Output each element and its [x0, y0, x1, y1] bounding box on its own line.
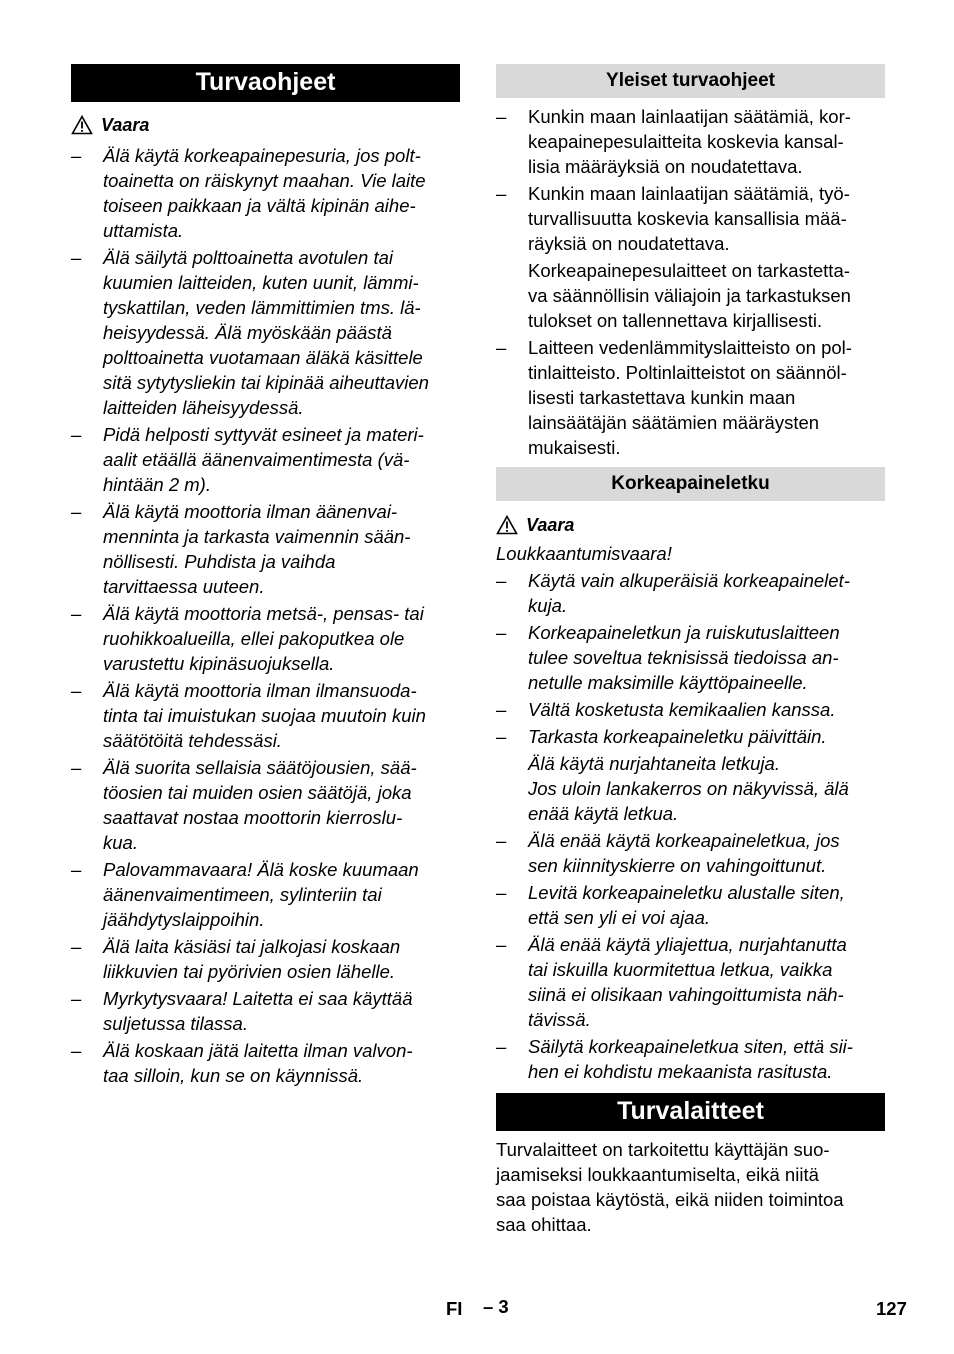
list-item [496, 880, 885, 930]
list-item [496, 181, 885, 333]
list-item [71, 499, 460, 599]
safety-devices-text: Turvalaitteet on tarkoitettu käyttäjän suo- jaamiseksi loukkaantumiselta, eikä niitä saa poistaa käytöstä, eikä niiden toimintoa saa ohittaa. [496, 1139, 844, 1235]
dash-bullet: – [71, 247, 82, 268]
dash-bullet: – [496, 830, 507, 851]
list-item-text: Käytä vain alkuperäisiä korkeapainelet- kuja. [528, 570, 850, 616]
list-item [71, 678, 460, 753]
list-item-text: Tarkasta korkeapaineletku päivittäin. [528, 726, 827, 747]
list-item [71, 857, 460, 932]
dash-bullet: – [496, 882, 507, 903]
dash-bullet: – [496, 934, 507, 955]
footer-section-page: – 3 [483, 1296, 509, 1317]
dash-bullet: – [496, 1036, 507, 1057]
list-item-text: Palovammavaara! Älä koske kuumaan äänenvaimentimeen, sylinteriin tai jäähdytyslaippoihin. [103, 859, 419, 930]
footer-page-number: 127 [876, 1298, 907, 1319]
right-column [496, 64, 885, 1237]
list-item [71, 601, 460, 676]
dash-bullet: – [71, 424, 82, 445]
dash-bullet: – [71, 501, 82, 522]
hose-safety-list [496, 568, 885, 1084]
dash-bullet: – [71, 680, 82, 701]
list-item [71, 422, 460, 497]
list-item-text: Kunkin maan lainlaatijan säätämiä, työ- turvallisuutta koskevia kansallisia mää- räyksiä on noudatettava. [528, 183, 850, 254]
section-heading-turvalaitteet: Turvalaitteet [496, 1093, 885, 1131]
list-item-text: Älä enää käytä korkeapaineletkua, jos sen kiinnityskierre on vahingoittunut. [528, 830, 840, 876]
dash-bullet: – [71, 757, 82, 778]
list-item [71, 934, 460, 984]
list-item [496, 697, 885, 722]
list-item [496, 1034, 885, 1084]
list-item-text: Älä enää käytä yliajettua, nurjahtanutta tai iskuilla kuormitettua letkua, vaikka siinä ei olisikaan vahingoittumista näh- tävissä. [528, 934, 847, 1030]
hose-danger-notice [496, 513, 885, 537]
subheading-high-pressure-hose: Korkeapaineletku [496, 467, 885, 501]
list-item-text: Älä käytä moottoria ilman ilmansuoda- tinta tai imuistukan suojaa muutoin kuin säätötöitä tehdessäsi. [103, 680, 426, 751]
list-item-text: Älä laita käsiäsi tai jalkojasi koskaan liikkuvien tai pyörivien osien lähelle. [103, 936, 401, 982]
list-item [71, 1038, 460, 1088]
list-item [71, 755, 460, 855]
list-item [496, 104, 885, 179]
list-item [71, 245, 460, 420]
list-item [71, 143, 460, 243]
general-safety-list [496, 104, 885, 460]
list-item-text: Älä käytä moottoria metsä-, pensas- tai ruohikkoalueilla, ellei pakoputkea ole varustettu kipinäsuojuksella. [103, 603, 424, 674]
subheading-general-safety: Yleiset turvaohjeet [496, 64, 885, 98]
list-item-text: Vältä kosketusta kemikaalien kanssa. [528, 699, 836, 720]
dash-bullet: – [71, 1040, 82, 1061]
dash-bullet: – [496, 570, 507, 591]
safety-instructions-list [71, 143, 460, 1088]
list-item-text: Korkeapaineletkun ja ruiskutuslaitteen tulee soveltua teknisissä tiedoissa an- netulle maksimille käyttöpaineelle. [528, 622, 840, 693]
list-item [71, 986, 460, 1036]
list-item-text: Älä koskaan jätä laitetta ilman valvon- taa silloin, kun se on käynnissä. [103, 1040, 413, 1086]
list-item [496, 335, 885, 460]
list-item-text: Levitä korkeapaineletku alustalle siten, että sen yli ei voi ajaa. [528, 882, 845, 928]
list-item [496, 828, 885, 878]
list-item [496, 568, 885, 618]
list-item-text: Älä säilytä polttoainetta avotulen tai kuumien laitteiden, kuten uunit, lämmi- tyskattilan, veden lämmittimien tms. lä- heisyydessä. Älä myöskään päästä polttoainetta vuotamaan äläkä käsittele sitä sytytysliekin tai kipinää aiheuttavien laitteiden läheisyydessä. [103, 247, 429, 418]
dash-bullet: – [496, 337, 507, 358]
list-item-note: Korkeapainepesulaitteet on tarkastetta- va säännöllisin väliajoin ja tarkastuksen tulokset on tallennettava kirjallisesti. [528, 260, 851, 331]
list-item-text: Älä suorita sellaisia säätöjousien, sää- töosien tai muiden osien säätöjä, joka saattavat nostaa moottorin kierroslu- kua. [103, 757, 417, 853]
dash-bullet: – [71, 936, 82, 957]
hose-danger-label: Vaara [526, 514, 575, 535]
list-item-text: Älä käytä korkeapainepesuria, jos polt- toainetta on räiskynyt maahan. Vie laite toiseen paikkaan ja vältä kipinän aihe- uttamista. [103, 145, 426, 241]
dash-bullet: – [71, 603, 82, 624]
danger-label: Vaara [101, 114, 150, 135]
dash-bullet: – [71, 988, 82, 1009]
dash-bullet: – [496, 699, 507, 720]
injury-risk-text: Loukkaantumisvaara! [496, 543, 672, 564]
dash-bullet: – [496, 183, 507, 204]
list-item-text: Pidä helposti syttyvät esineet ja materi- aalit etäällä äänenvaimentimesta (vä- hintään 2 m). [103, 424, 424, 495]
danger-notice [71, 113, 460, 137]
dash-bullet: – [496, 106, 507, 127]
list-item [496, 932, 885, 1032]
warning-triangle-icon [71, 115, 93, 135]
list-item-text: Myrkytysvaara! Laitetta ei saa käyttää suljetussa tilassa. [103, 988, 413, 1034]
dash-bullet: – [496, 726, 507, 747]
warning-triangle-icon [496, 515, 518, 535]
left-column [71, 64, 460, 1088]
section-heading-turvaohjeet: Turvaohjeet [71, 64, 460, 102]
list-item [496, 724, 885, 826]
dash-bullet: – [496, 622, 507, 643]
list-item-text: Älä käytä moottoria ilman äänenvai- menninta ja tarkasta vaimennin sään- nöllisesti. Puhdista ja vaihda tarvittaessa uuteen. [103, 501, 411, 597]
list-item-note: Älä käytä nurjahtaneita letkuja. Jos uloin lankakerros on näkyvissä, älä enää käytä letkua. [528, 753, 849, 824]
list-item-text: Säilytä korkeapaineletkua siten, että sii- hen ei kohdistu mekaanista rasitusta. [528, 1036, 853, 1082]
list-item [496, 620, 885, 695]
dash-bullet: – [71, 859, 82, 880]
list-item-text: Laitteen vedenlämmityslaitteisto on pol- tinlaitteisto. Poltinlaitteistot on säännöl- lisesti tarkastettava kunkin maan lainsäätäjän säätämien määräysten mukaisesti. [528, 337, 852, 458]
list-item-text: Kunkin maan lainlaatijan säätämiä, kor- keapainepesulaitteita koskevia kansal- lisia määräyksiä on noudatettava. [528, 106, 851, 177]
dash-bullet: – [71, 145, 82, 166]
footer-language: FI [446, 1298, 463, 1319]
